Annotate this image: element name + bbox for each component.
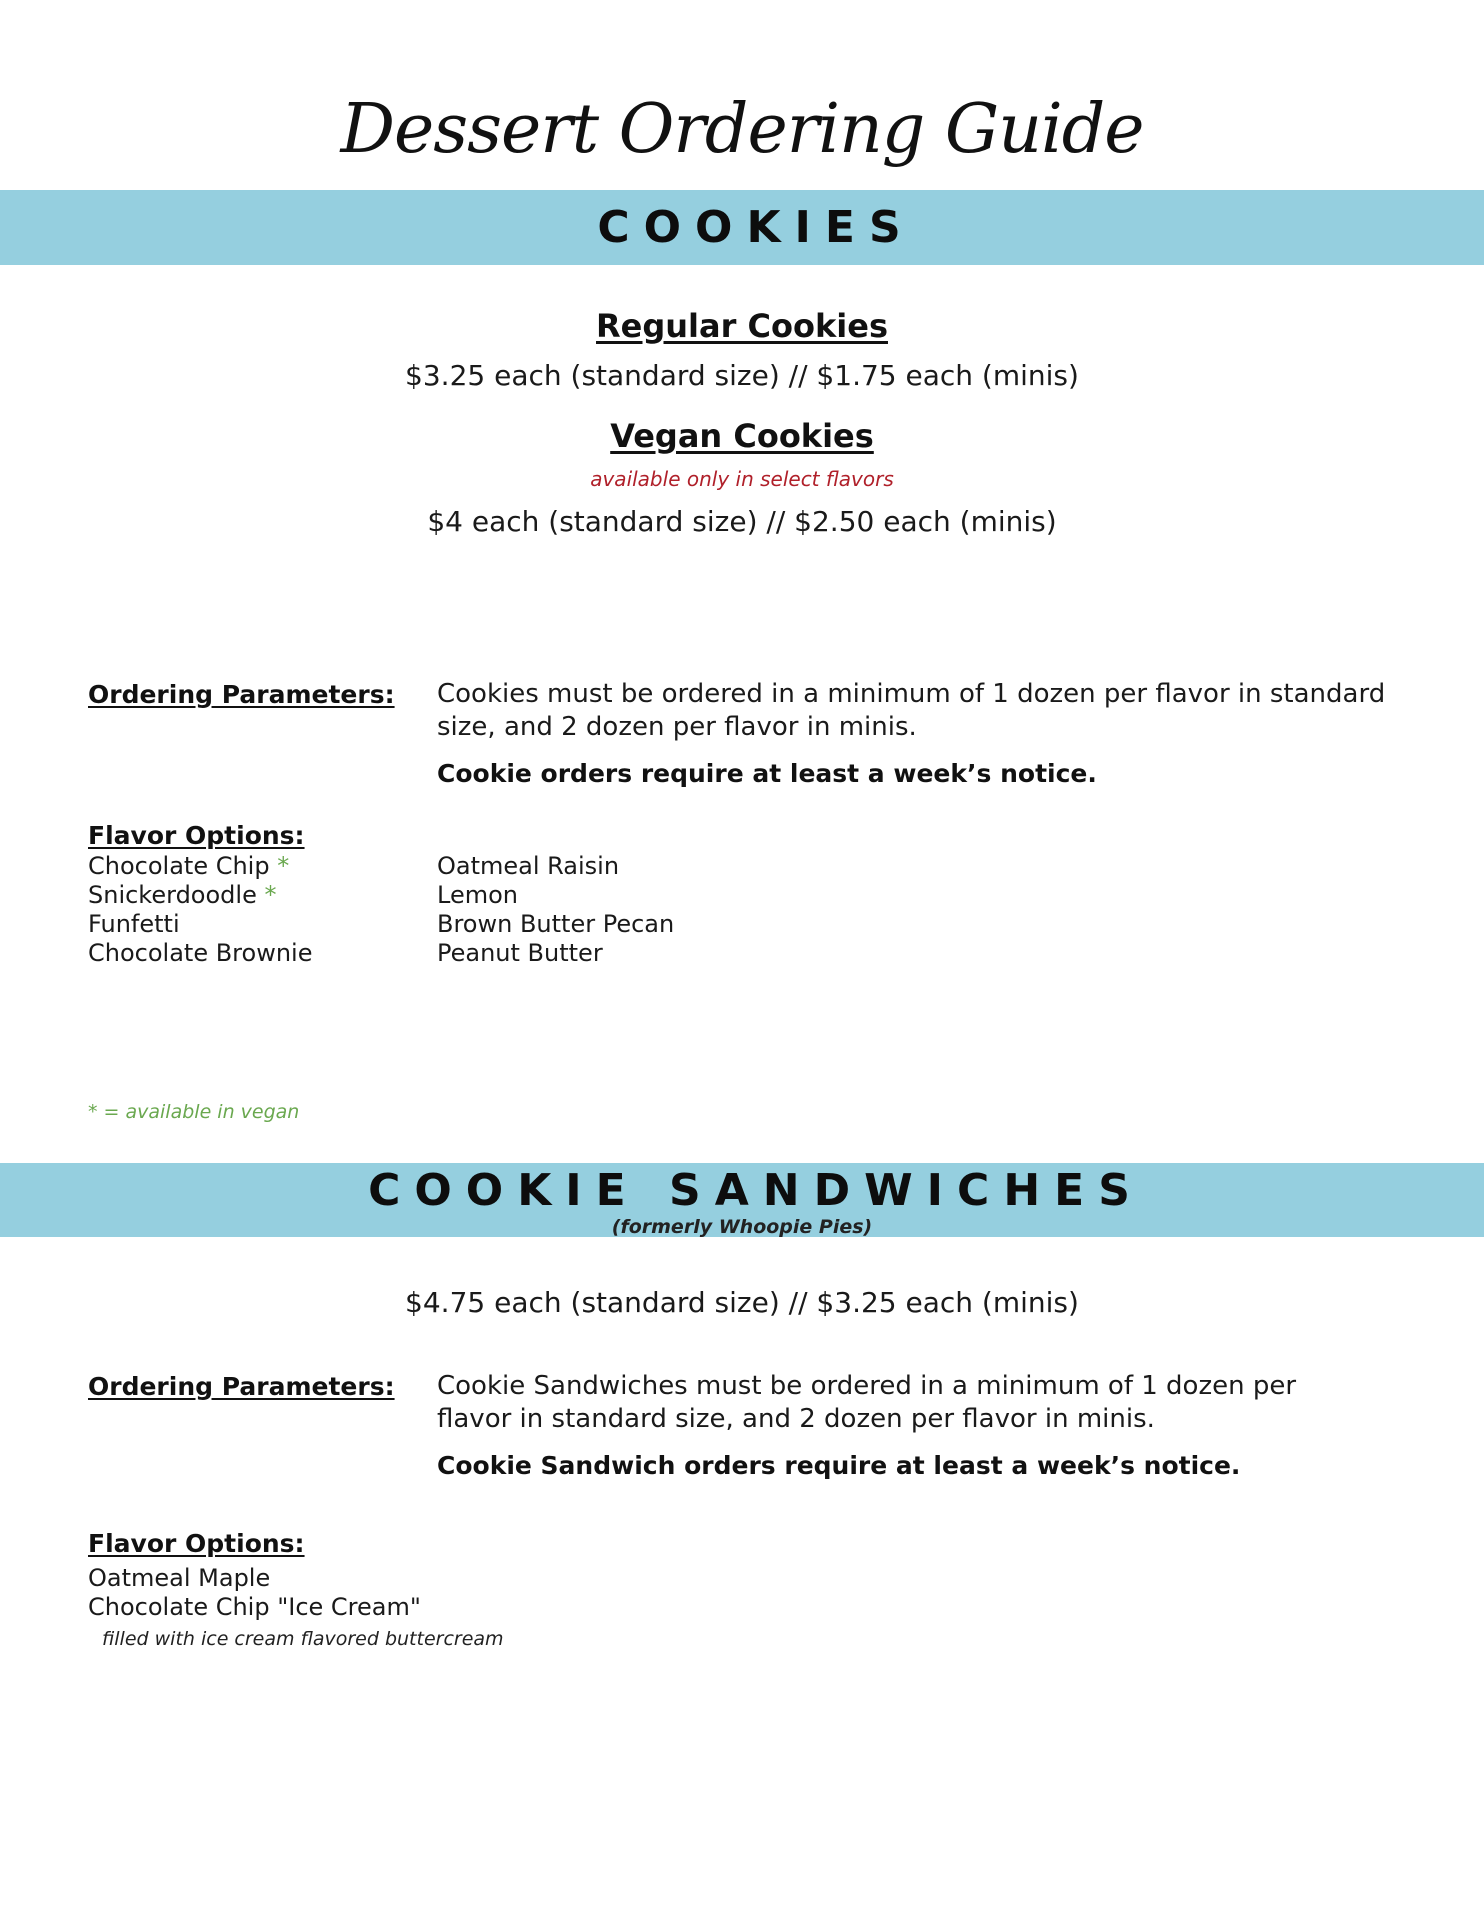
flavor-item: Snickerdoodle * [88,881,277,909]
regular-cookies-heading: Regular Cookies [596,307,888,345]
sandwiches-section-band [0,1163,1484,1237]
flavor-item: Lemon [437,881,518,909]
sandwiches-section-subheading: (formerly Whoopie Pies) [611,1216,873,1238]
vegan-star: * [277,852,290,880]
flavor-item: Oatmeal Raisin [437,852,620,880]
cookies-section-heading: COOKIES [597,202,915,253]
vegan-cookies-price: $4 each (standard size) // $2.50 each (minis) [427,505,1057,538]
cookies-flavor-label: Flavor Options: [88,821,305,850]
flavor-item: Chocolate Chip "Ice Cream" [88,1593,421,1621]
sandwiches-flavor-note: filled with ice cream flavored buttercream [102,1628,504,1650]
sandwiches-flavor-list [88,1564,421,1622]
sandwiches-price: $4.75 each (standard size) // $3.25 each (minis) [405,1286,1079,1319]
vegan-legend: * = available in vegan [88,1101,300,1123]
cookies-notice: Cookie orders require at least a week’s notice. [437,759,1097,788]
sandwiches-ordering-text: Cookie Sandwiches must be ordered in a minimum of 1 dozen per flavor in standard size, and 2 dozen per flavor in minis. [437,1371,1297,1434]
cookies-ordering-text: Cookies must be ordered in a minimum of 1 dozen per flavor in standard size, and 2 dozen per flavor in minis. [437,679,1386,742]
sandwiches-flavor-label: Flavor Options: [88,1529,305,1558]
sandwiches-notice: Cookie Sandwich orders require at least a week’s notice. [437,1451,1241,1480]
sandwiches-ordering-label: Ordering Parameters: [88,1372,395,1401]
regular-cookies-price: $3.25 each (standard size) // $1.75 each (minis) [405,359,1079,392]
flavor-item: Chocolate Brownie [88,939,313,967]
sandwiches-section-heading: COOKIE SANDWICHES [368,1165,1144,1216]
flavor-item: Brown Butter Pecan [437,910,675,938]
flavor-item: Peanut Butter [437,939,603,967]
cookies-ordering-label: Ordering Parameters: [88,680,395,709]
flavor-item: Oatmeal Maple [88,1564,271,1592]
page-title: Dessert Ordering Guide [340,90,1144,169]
vegan-cookies-heading: Vegan Cookies [610,417,874,455]
vegan-cookies-note: available only in select flavors [590,467,894,491]
cookies-flavor-list-col2 [437,852,674,968]
cookies-section-band [0,190,1484,265]
flavor-item: Chocolate Chip * [88,852,290,880]
vegan-star: * [264,881,277,909]
flavor-item: Funfetti [88,910,180,938]
cookies-flavor-list-col1 [88,852,312,968]
